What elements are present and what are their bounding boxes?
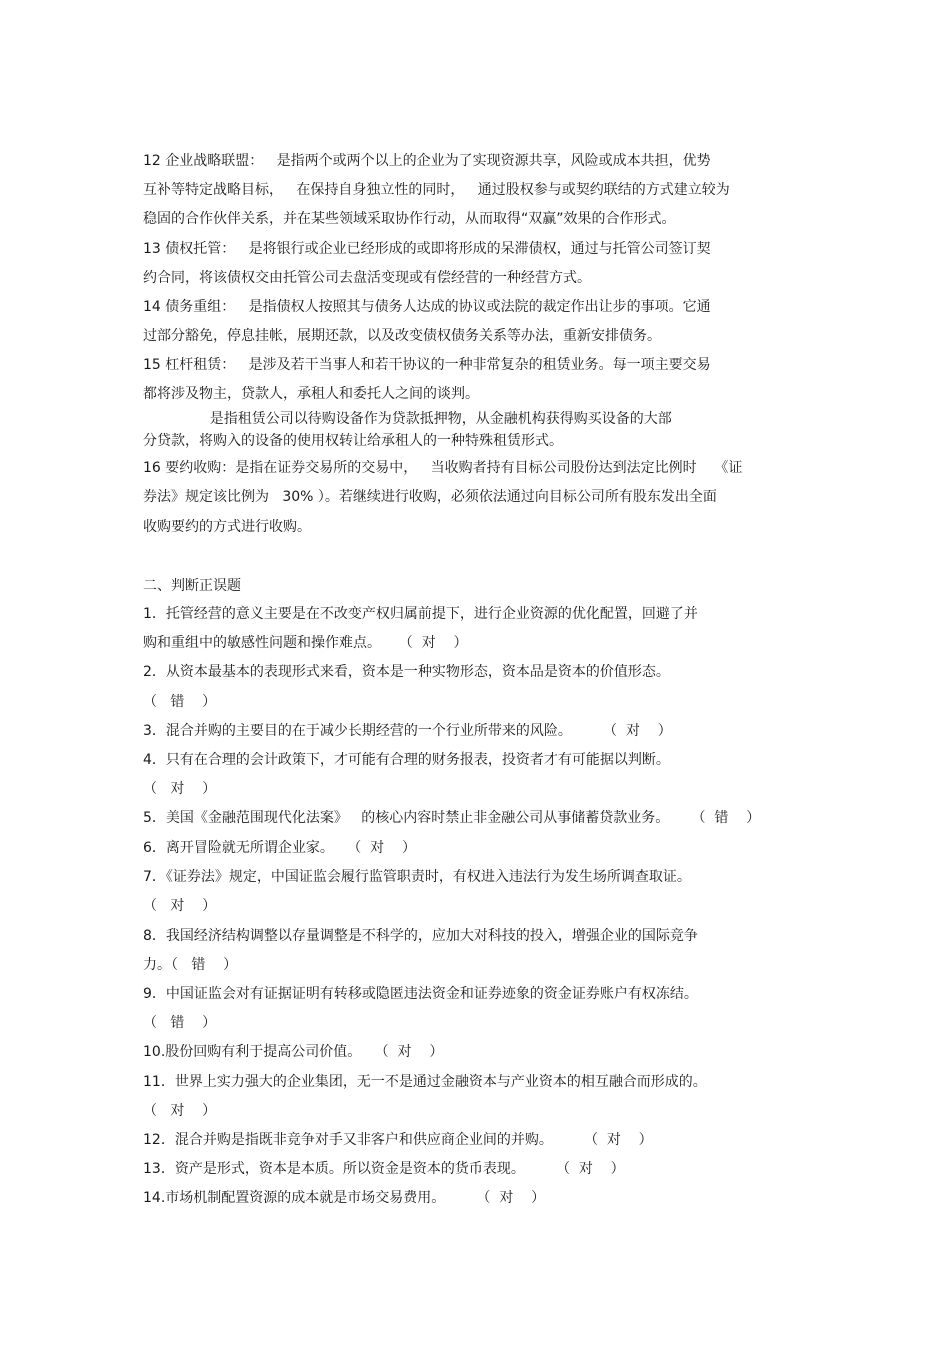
definition-12-line-3: 稳固的合作伙伴关系，并在某些领域采取协作行动，从而取得“双赢”效果的合作形式。 [143,211,676,227]
question-line: （ 对 ） [143,781,217,797]
definition-12-line-2: 互补等特定战略目标， 在保持自身独立性的同时， 通过股权参与或契约联结的方式建立较为 [143,182,730,198]
question-line: 购和重组中的敏感性问题和操作难点。 （ 对 ） [143,635,468,651]
question-line: 8．我国经济结构调整以存量调整是不科学的，应加大对科技的投入，增强企业的国际竞争 [143,928,698,944]
question-line: 4．只有在合理的会计政策下，才可能有合理的财务报表，投资者才有可能据以判断。 [143,752,670,768]
question-line: 5．美国《金融范围现代化法案》 的核心内容时禁止非金融公司从事储蓄贷款业务。 （ 错 ） [143,810,761,826]
question-line: 11．世界上实力强大的企业集团，无一不是通过金融资本与产业资本的相互融合而形成的。 [143,1074,707,1090]
definition-16-line-1: 16 要约收购：是指在证券交易所的交易中， 当收购者持有目标公司股份达到法定比例时 《证 [143,460,743,476]
definition-13-line-2: 约合同，将该债权交由托管公司去盘活变现或有偿经营的一种经营方式。 [143,270,591,286]
definition-15-line-2: 都将涉及物主，贷款人，承租人和委托人之间的谈判。 [143,386,479,402]
definition-13-line-1: 13 债权托管： 是将银行或企业已经形成的或即将形成的呆滞债权，通过与托管公司签订契 [143,241,711,257]
question-line: （ 对 ） [143,1103,217,1119]
definition-16-line-2: 券法》规定该比例为 30% ）。若继续进行收购，必须依法通过向目标公司所有股东发出全面 [143,489,717,505]
question-line: 13．资产是形式，资本是本质。所以资金是资本的货币表现。 （ 对 ） [143,1161,625,1177]
question-line: 10.股份回购有利于提高公司价值。 （ 对 ） [143,1044,444,1060]
question-line: （ 对 ） [143,898,217,914]
definition-14-line-2: 过部分豁免，停息挂帐，展期还款，以及改变债权债务关系等办法，重新安排债务。 [143,328,661,344]
question-line: 6．离开冒险就无所谓企业家。 （ 对 ） [143,840,416,856]
question-line: 7．《证券法》规定，中国证监会履行监管职责时，有权进入违法行为发生场所调查取证。 [143,869,691,885]
definition-15-line-3: 是指租赁公司以待购设备作为贷款抵押物，从金融机构获得购买设备的大部 [143,411,672,427]
question-line: 2．从资本最基本的表现形式来看，资本是一种实物形态，资本品是资本的价值形态。 [143,664,670,680]
definition-12-line-1: 12 企业战略联盟： 是指两个或两个以上的企业为了实现资源共享，风险或成本共担，优势 [143,153,711,169]
question-line: （ 错 ） [143,1015,217,1031]
question-line: 12．混合并购是指既非竞争对手又非客户和供应商企业间的并购。 （ 对 ） [143,1132,653,1148]
question-line: 14.市场机制配置资源的成本就是市场交易费用。 （ 对 ） [143,1190,546,1206]
definition-14-line-1: 14 债务重组： 是指债权人按照其与债务人达成的协议或法院的裁定作出让步的事项。它通 [143,299,711,315]
question-line: （ 错 ） [143,694,217,710]
question-line: 1．托管经营的意义主要是在不改变产权归属前提下，进行企业资源的优化配置，回避了并 [143,606,698,622]
section-title: 二、判断正误题 [143,578,241,594]
definition-15-line-1: 15 杠杆租赁： 是涉及若干当事人和若干协议的一种非常复杂的租赁业务。每一项主要交易 [143,357,711,373]
question-line: 3．混合并购的主要目的在于减少长期经营的一个行业所带来的风险。 （ 对 ） [143,723,672,739]
question-line: 9．中国证监会对有证据证明有转移或隐匿违法资金和证券迹象的资金证券账户有权冻结。 [143,986,698,1002]
definition-16-line-3: 收购要约的方式进行收购。 [143,519,311,535]
question-line: 力。（ 错 ） [143,957,238,973]
definition-15-line-4: 分贷款，将购入的设备的使用权转让给承租人的一种特殊租赁形式。 [143,433,563,449]
